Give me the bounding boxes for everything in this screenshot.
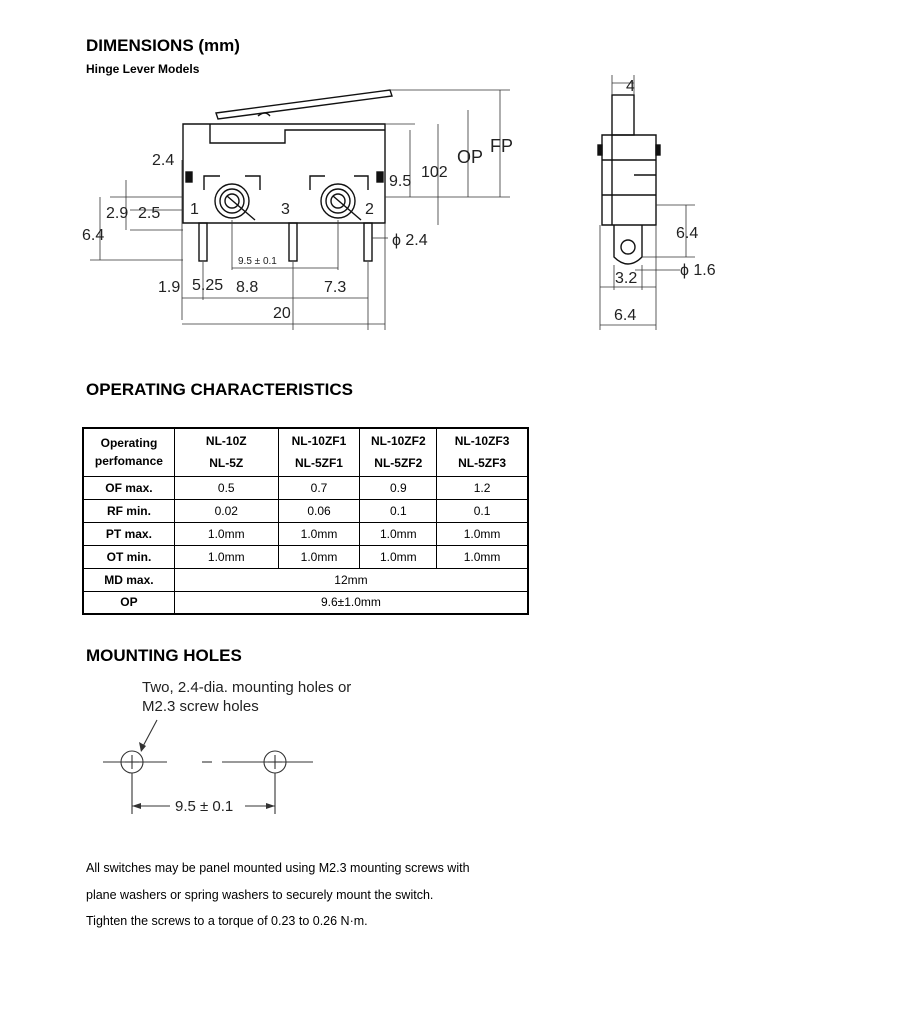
model-name: NL-10ZF3 <box>454 434 510 449</box>
table-cell: 9.6±1.0mm <box>174 591 528 614</box>
table-cell: 1.0mm <box>437 545 528 568</box>
terminal-1 <box>199 223 207 261</box>
hinge-lever <box>216 90 392 119</box>
dim-2-5: 2.5 <box>138 205 161 222</box>
row-label: PT max. <box>83 522 174 545</box>
table-row <box>83 499 528 522</box>
header-model-3 <box>360 428 437 476</box>
terminal-hole <box>621 240 635 254</box>
row-label: RF min. <box>83 499 174 522</box>
row-label: OT min. <box>83 545 174 568</box>
instruction-line: All switches may be panel mounted using M2.3 mounting screws with <box>86 861 470 875</box>
side-dim-phi-1-6: ϕ 1.6 <box>680 262 716 279</box>
dim-102: 102 <box>421 164 448 181</box>
side-view-drawing <box>570 75 740 335</box>
header-label-line2: perfomance <box>94 454 163 469</box>
dimensions-title: DIMENSIONS (mm) <box>86 36 240 55</box>
label-op: OP <box>457 147 484 167</box>
operating-title: OPERATING CHARACTERISTICS <box>86 380 353 399</box>
table-cell: 0.7 <box>278 476 360 499</box>
table-row <box>83 545 528 568</box>
side-dim-6-4-bottom: 6.4 <box>614 307 637 324</box>
side-dim-4: 4 <box>626 78 635 95</box>
operating-table <box>82 427 529 615</box>
terminal-3 <box>289 223 297 261</box>
table-cell: 1.0mm <box>278 545 360 568</box>
model-name: NL-5ZF1 <box>294 456 343 471</box>
header-model-4 <box>437 428 528 476</box>
instruction-line: plane washers or spring washers to securely mount the switch. <box>86 887 434 902</box>
dim-8-8: 8.8 <box>236 279 259 296</box>
table-cell: 1.0mm <box>174 545 278 568</box>
terminal-2-label: 2 <box>365 201 374 218</box>
table-row <box>83 568 528 591</box>
dim-5-25: 5.25 <box>192 277 224 294</box>
table-cell: 1.2 <box>437 476 528 499</box>
dim-phi-2-4: ϕ 2.4 <box>392 232 428 249</box>
model-name: NL-5Z <box>209 456 244 471</box>
table-cell: 1.0mm <box>360 545 437 568</box>
table-cell: 1.0mm <box>437 522 528 545</box>
mounting-spacing: 9.5 ± 0.1 <box>175 798 234 815</box>
side-dim-6-4: 6.4 <box>676 225 699 242</box>
table-cell: 1.0mm <box>174 522 278 545</box>
header-label-line1: Operating <box>100 436 158 451</box>
mounting-title: MOUNTING HOLES <box>86 646 242 665</box>
header-model-1 <box>174 428 278 476</box>
dim-2-4-top: 2.4 <box>152 152 175 169</box>
header-model-2 <box>278 428 360 476</box>
terminal-3-label: 3 <box>281 201 290 218</box>
front-view-drawing <box>70 80 540 340</box>
table-row <box>83 476 528 499</box>
table-row <box>83 522 528 545</box>
side-dim-3-2: 3.2 <box>615 270 638 287</box>
row-label: MD max. <box>83 568 174 591</box>
label-fp: FP <box>490 136 514 156</box>
table-cell: 1.0mm <box>278 522 360 545</box>
dimensions-subtitle: Hinge Lever Models <box>86 62 200 76</box>
table-cell: 0.1 <box>360 499 437 522</box>
table-cell: 0.9 <box>360 476 437 499</box>
mounting-instructions <box>86 855 470 935</box>
model-name: NL-10Z <box>205 434 247 449</box>
row-label: OP <box>83 591 174 614</box>
model-name: NL-10ZF1 <box>291 434 347 449</box>
dim-1-9: 1.9 <box>158 279 181 296</box>
model-name: NL-5ZF2 <box>374 456 423 471</box>
dim-20: 20 <box>273 305 291 322</box>
terminal-1-label: 1 <box>190 201 199 218</box>
table-cell: 0.1 <box>437 499 528 522</box>
dim-pitch: 9.5 ± 0.1 <box>238 256 277 267</box>
side-terminal <box>614 225 642 264</box>
dim-7-3: 7.3 <box>324 279 347 296</box>
instruction-line: Tighten the screws to a torque of 0.23 to 0.26 N·m. <box>86 914 368 928</box>
row-label: OF max. <box>83 476 174 499</box>
table-header-row <box>83 428 528 476</box>
table-cell: 1.0mm <box>360 522 437 545</box>
dim-6-4: 6.4 <box>82 227 105 244</box>
table-cell: 12mm <box>174 568 528 591</box>
table-cell: 0.02 <box>174 499 278 522</box>
mounting-note-line2: M2.3 screw holes <box>142 698 259 715</box>
side-body <box>602 135 656 225</box>
header-operating-performance <box>83 428 174 476</box>
terminal-2 <box>364 223 372 261</box>
dim-9-5: 9.5 <box>389 173 412 190</box>
table-row <box>83 591 528 614</box>
model-name: NL-5ZF3 <box>458 456 507 471</box>
model-name: NL-10ZF2 <box>370 434 426 449</box>
dim-2-9: 2.9 <box>106 205 129 222</box>
mounting-note-line1: Two, 2.4-dia. mounting holes or <box>142 679 352 696</box>
table-cell: 0.06 <box>278 499 360 522</box>
mounting-holes-drawing <box>95 672 395 822</box>
table-cell: 0.5 <box>174 476 278 499</box>
plunger <box>612 95 634 135</box>
